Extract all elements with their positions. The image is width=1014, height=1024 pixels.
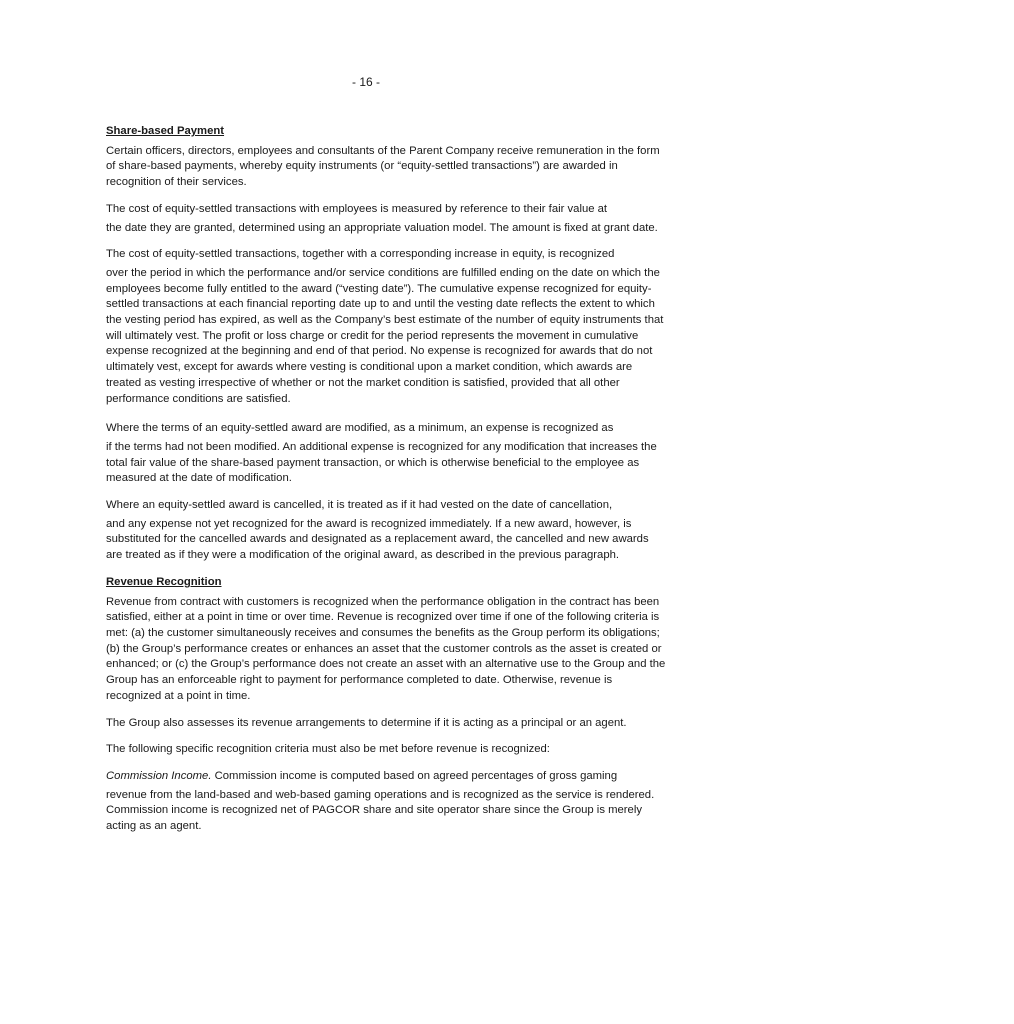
page-content <box>106 124 666 846</box>
paragraph <box>106 421 666 487</box>
paragraph-text: revenue from the land-based and web-based gaming operations and is recognized as the service is rendered. Commission income is recognized net of PAGCOR share and site operator share since the Group is merely acting as an agent. <box>106 788 655 833</box>
paragraph-text: over the period in which the performance and/or service conditions are fulfilled ending on the date on which the employees become fully entitled to the award (“vesting date”). The cumulative expense recognized for equity-settled transactions at each financial reporting date up to and until the vesting date reflects the extent to which the vesting period has expired, as well as the Company’s best estimate of the number of equity instruments that will ultimately vest. The profit or loss charge or credit for the period represents the movement in cumulative expense recognized at the beginning and end of that period. No expense is recognized for awards that do not ultimately vest, except for awards where vesting is conditional upon a market condition, which awards are treated as vesting irrespective of whether or not the market condition is satisfied, provided that all other performance conditions are satisfied. <box>106 266 664 405</box>
paragraph-lead: Where an equity-settled award is cancelled, it is treated as if it had vested on the date of cancellation, <box>106 499 613 512</box>
paragraph-italic-prefix: Commission Income. <box>106 769 212 782</box>
page-number: - 16 - <box>351 75 380 89</box>
paragraph-lead: The cost of equity-settled transactions with employees is measured by reference to their fair value at <box>106 202 608 215</box>
paragraph-text: Certain officers, directors, employees and consultants of the Parent Company receive remuneration <box>106 144 604 157</box>
paragraph-lead <box>106 769 666 785</box>
paragraph-lead-text: Commission income is computed based on agreed percentages of gross gaming <box>211 769 618 782</box>
paragraph <box>106 769 666 835</box>
paragraph-text: The following specific recognition criteria must also be met before revenue is recognized: <box>106 743 550 756</box>
paragraph-text: and any expense not yet recognized for the award is recognized immediately. If a new award, however, is substituted for the cancelled awards and designated as a replacement award, the cancelled and new awards are treated as if they were a modification of the original award, as described in the previous paragraph. <box>106 517 649 562</box>
paragraph <box>106 742 666 758</box>
paragraph-lead: The cost of equity-settled transactions, together with a corresponding increase in equity, is recognized <box>106 248 615 261</box>
paragraph <box>106 595 666 705</box>
paragraph <box>106 202 666 236</box>
paragraph-text: the date they are granted, determined using an appropriate valuation model. The amount is fixed at grant date. <box>106 221 658 234</box>
section-heading-revenue-recognition: Revenue Recognition <box>106 575 222 588</box>
paragraph-text: Revenue from contract with customers is recognized when the performance obligation in the contract has been satisfied, either at a point in time or over time. Revenue is recognized over time if one of the following criteria is met: (a) the customer simultaneously receives and consumes the benefits as the Group perform its obligations; (b) the Group’s performance creates or enhances an asset that the customer controls as the asset is created or enhanced; or (c) the Group’s performance does not create an asset with an alternative use to the Group and the Group has an enforceable right to payment for performance completed to date. Otherwise, revenue is recognized at a point in time. <box>106 595 666 702</box>
paragraph <box>106 498 666 564</box>
section-heading-share-based-payment: Share-based Payment <box>106 125 225 137</box>
paragraph <box>106 247 666 407</box>
paragraph-text: The Group also assesses its revenue arrangements to determine if it is acting as a principal or an agent. <box>106 716 627 729</box>
paragraph-lead: Where the terms of an equity-settled award are modified, as a minimum, an expense is recognized as <box>106 422 614 435</box>
paragraph-text: if the terms had not been modified. An additional expense is recognized for any modification that increases the total fair value of the share-based payment transaction, or which is otherwise beneficial to the employee as measured at the date of modification. <box>106 440 657 485</box>
paragraph-text: in the form of share-based payments, whereby equity instruments (or “equity-settled transactions”) are awarded in recognition of their services. <box>106 144 660 189</box>
paragraph <box>106 716 666 732</box>
paragraph <box>106 144 666 191</box>
